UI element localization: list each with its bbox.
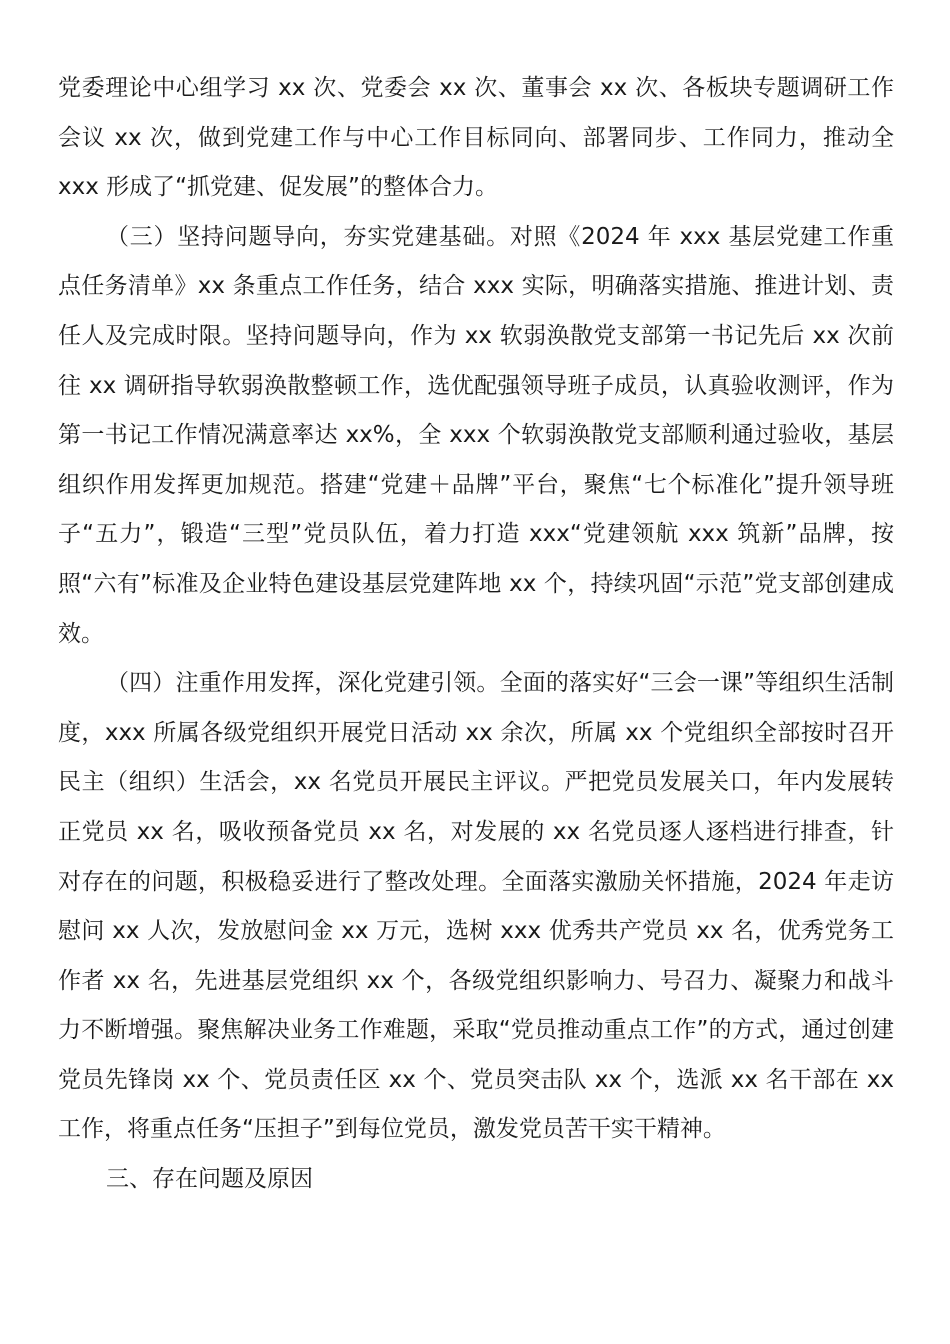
paragraph-section-3: （三）坚持问题导向，夯实党建基础。对照《2024 年 xxx 基层党建工作重点任务清单》xx 条重点工作任务，结合 xxx 实际，明确落实措施、推进计划、责任人及完成时限。坚持问题导向，作为 xx 软弱涣散党支部第一书记先后 xx 次前往 xx 调研指导软弱涣散整顿工作，选优配强领导班子成员，认真验收测评，作为第一书记工作情况满意率达 xx%，全 xxx 个软弱涣散党支部顺利通过验收，基层组织作用发挥更加规范。搭建“党建＋品牌”平台，聚焦“七个标准化”提升领导班子“五力”，锻造“三型”党员队伍，着力打造 xxx“党建领航 xxx 筑新”品牌，按照“六有”标准及企业特色建设基层党建阵地 xx 个，持续巩固“示范”党支部创建成效。 — [58, 223, 894, 647]
section-heading: 三、存在问题及原因 — [106, 1166, 313, 1193]
document-body — [58, 64, 894, 1205]
paragraph-continuation: 党委理论中心组学习 xx 次、党委会 xx 次、董事会 xx 次、各板块专题调研工作会议 xx 次，做到党建工作与中心工作目标同向、部署同步、工作同力，推动全 xxx 形成了“抓党建、促发展”的整体合力。 — [58, 75, 894, 201]
paragraph-section-4: （四）注重作用发挥，深化党建引领。全面的落实好“三会一课”等组织生活制度，xxx 所属各级党组织开展党日活动 xx 余次，所属 xx 个党组织全部按时召开民主（组织）生活会，xx 名党员开展民主评议。严把党员发展关口，年内发展转正党员 xx 名，吸收预备党员 xx 名，对发展的 xx 名党员逐人逐档进行排查，针对存在的问题，积极稳妥进行了整改处理。全面落实激励关怀措施，2024 年走访慰问 xx 人次，发放慰问金 xx 万元，选树 xxx 优秀共产党员 xx 名，优秀党务工作者 xx 名，先进基层党组织 xx 个，各级党组织影响力、号召力、凝聚力和战斗力不断增强。聚焦解决业务工作难题，采取“党员推动重点工作”的方式，通过创建党员先锋岗 xx 个、党员责任区 xx 个、党员突击队 xx 个，选派 xx 名干部在 xx 工作，将重点任务“压担子”到每位党员，激发党员苦干实干精神。 — [58, 670, 894, 1143]
